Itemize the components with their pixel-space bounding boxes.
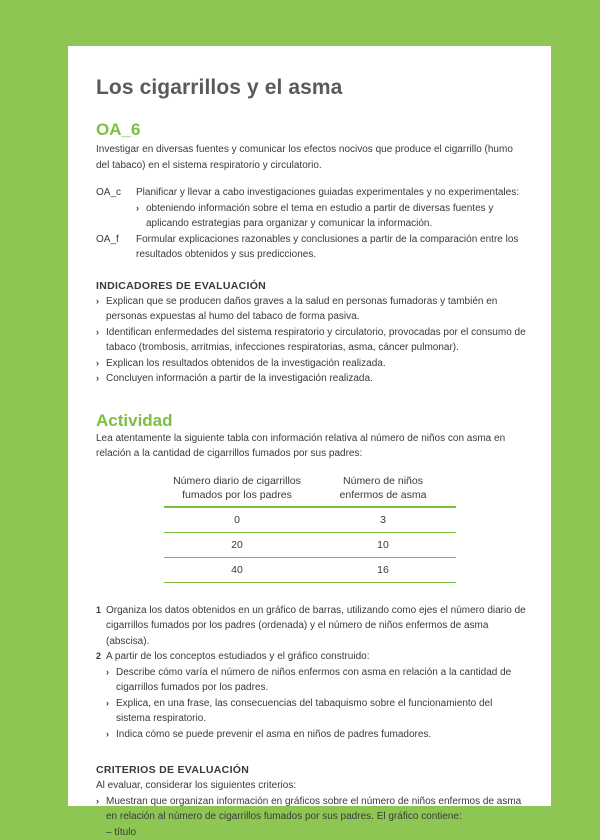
table-row [164, 507, 456, 533]
actividad-heading: Actividad [96, 411, 526, 431]
task-number: 1 [96, 603, 106, 650]
indicadores-heading: INDICADORES DE EVALUACIÓN [96, 280, 526, 292]
oa-code-heading: OA_6 [96, 120, 526, 140]
chevron-right-icon: › [106, 727, 116, 743]
criterios-list [96, 794, 526, 825]
document-content [96, 76, 526, 840]
oa-description: Investigar en diversas fuentes y comunicar los efectos nocivos que produce el cigarrillo (humo del tabaco) en el sistema respiratorio y circulatorio. [96, 142, 526, 173]
list-item: › Muestran que organizan información en gráficos sobre el número de niños enfermos de asma en relación al número de cigarrillos fumados por sus padres. El gráfico contiene: [96, 794, 526, 825]
chevron-right-icon: › [136, 201, 146, 232]
chevron-right-icon: › [96, 294, 106, 325]
table-cell: 16 [310, 557, 456, 582]
actividad-intro: Lea atentamente la siguiente tabla con información relativa al número de niños con asma en relación a la cantidad de cigarrillos fumados por sus padres: [96, 431, 526, 462]
chevron-right-icon: › [96, 371, 106, 387]
table-header-cigarrillos: Número diario de cigarrillos fumados por los padres [164, 474, 310, 507]
task-number: 2 [96, 649, 106, 742]
chevron-right-icon: › [96, 356, 106, 372]
table-cell: 10 [310, 532, 456, 557]
oa-item-code: OA_f [96, 232, 136, 263]
list-item: › Concluyen información a partir de la investigación realizada. [96, 371, 526, 387]
oa-item-subpoint [136, 201, 526, 232]
table-cell: 0 [164, 507, 310, 533]
oa-item-code: OA_c [96, 185, 136, 232]
data-table [164, 474, 456, 583]
task-list [96, 603, 526, 743]
list-item: › Explican que se producen daños graves a la salud en personas fumadoras y también en personas expuestas al humo del tabaco de forma pasiva. [96, 294, 526, 325]
list-item: › Identifican enfermedades del sistema respiratorio y circulatorio, provocadas por el consumo de tabaco (trombosis, arritmias, infecciones respiratorias, asma, cáncer pulmonar). [96, 325, 526, 356]
chevron-right-icon: › [96, 794, 106, 825]
oa-item-subpoint-text: obteniendo información sobre el tema en estudio a partir de diversas fuentes y aplicando estrategias para organizar y comunicar la información. [146, 201, 526, 232]
list-item: › Indica cómo se puede prevenir el asma en niños de padres fumadores. [106, 727, 526, 743]
oa-item-c [96, 185, 526, 232]
table-cell: 3 [310, 507, 456, 533]
oa-item-text: Planificar y llevar a cabo investigaciones guiadas experimentales y no experimentales: [136, 185, 526, 201]
list-item: › Explican los resultados obtenidos de la investigación realizada. [96, 356, 526, 372]
table-row [164, 532, 456, 557]
table-header-row [164, 474, 456, 507]
chevron-right-icon: › [96, 325, 106, 356]
chevron-right-icon: › [106, 696, 116, 727]
table-cell: 20 [164, 532, 310, 557]
oa-item-f [96, 232, 526, 263]
task-item-1 [96, 603, 526, 650]
page-title: Los cigarrillos y el asma [96, 76, 526, 100]
criterios-heading: CRITERIOS DE EVALUACIÓN [96, 764, 526, 776]
task-item-2 [96, 649, 526, 742]
oa-item-text: Formular explicaciones razonables y conclusiones a partir de la comparación entre los resultados obtenidos y sus predicciones. [136, 232, 526, 263]
table-header-ninos: Número de niños enfermos de asma [310, 474, 456, 507]
document-page [68, 46, 551, 806]
criterios-subitem: – título [96, 825, 526, 840]
table-cell: 40 [164, 557, 310, 582]
task-text: A partir de los conceptos estudiados y el gráfico construido: [106, 651, 369, 662]
list-item: › Explica, en una frase, las consecuencias del tabaquismo sobre el funcionamiento del sistema respiratorio. [106, 696, 526, 727]
list-item: › Describe cómo varía el número de niños enfermos con asma en relación a la cantidad de cigarrillos fumados por los padres. [106, 665, 526, 696]
chevron-right-icon: › [106, 665, 116, 696]
task-subpoints [106, 665, 526, 743]
criterios-intro: Al evaluar, considerar los siguientes criterios: [96, 778, 526, 794]
task-text: Organiza los datos obtenidos en un gráfico de barras, utilizando como ejes el número diario de cigarrillos fumados por los padres (ordenada) y el número de niños enfermos de asma (abscisa). [106, 603, 526, 650]
table-row [164, 557, 456, 582]
indicadores-list [96, 294, 526, 387]
